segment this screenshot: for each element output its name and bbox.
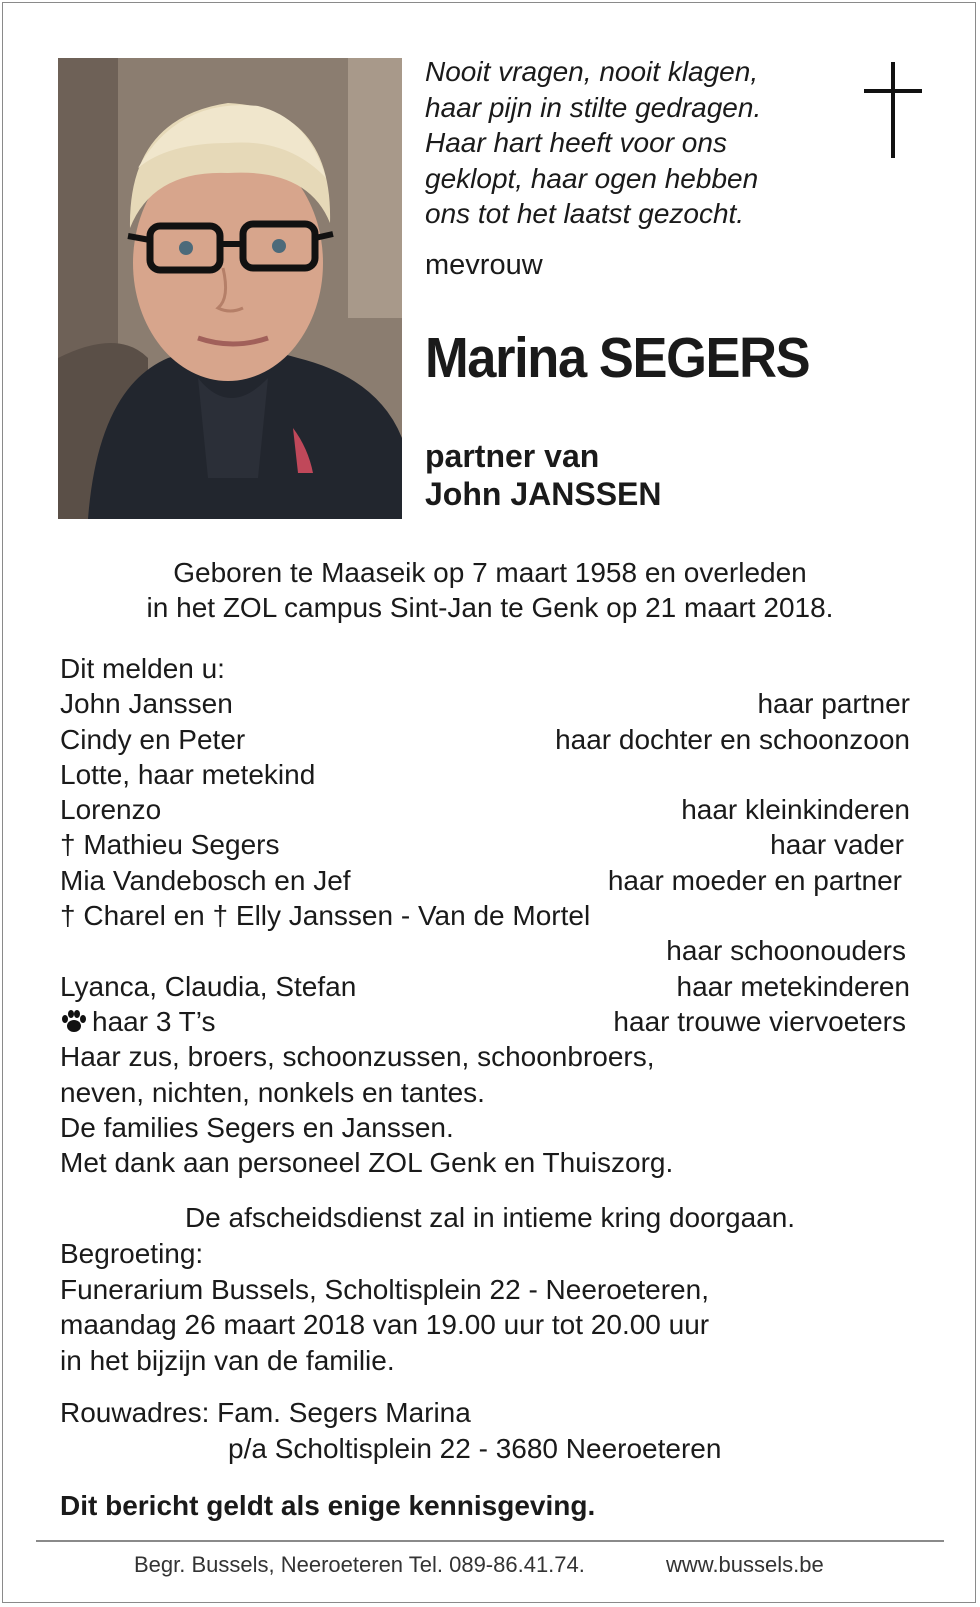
relative-relation: haar kleinkinderen [681, 794, 910, 826]
poem-line: Haar hart heeft voor ons [425, 127, 727, 158]
paw-icon [60, 1009, 88, 1033]
born-line: in het ZOL campus Sint-Jan te Genk op 21 maart 2018. [146, 592, 834, 623]
relative-name: † Charel en † Elly Janssen - Van de Mortel [60, 900, 591, 932]
relative-row [60, 827, 910, 862]
mourning-address-line: Rouwadres: Fam. Segers Marina [60, 1397, 471, 1428]
others-line: Haar zus, broers, schoonzussen, schoonbroers, [60, 1041, 655, 1073]
relative-name: Lotte, haar metekind [60, 758, 316, 790]
relative-name: John Janssen [60, 688, 233, 720]
mourning-address-line: p/a Scholtisplein 22 - 3680 Neeroeteren [228, 1433, 722, 1464]
relative-relation: haar vader [770, 829, 904, 861]
relative-name: haar 3 T’s [92, 1005, 216, 1037]
relative-row [60, 722, 910, 757]
relative-relation: haar metekinderen [676, 970, 910, 1002]
relative-row [60, 792, 910, 827]
poem [425, 54, 761, 232]
portrait-photo [58, 58, 402, 519]
announcers-list [60, 651, 910, 1180]
others-line: neven, nichten, nonkels en tantes. [60, 1076, 485, 1108]
footer-company: Begr. Bussels, Neeroeteren Tel. 089-86.41.74. [134, 1552, 585, 1577]
partner-line: partner van [425, 438, 600, 474]
relative-name: Mia Vandebosch en Jef [60, 864, 351, 896]
partner-name: John JANSSEN [425, 476, 662, 512]
divider [36, 1540, 944, 1542]
salutation: mevrouw [425, 249, 543, 281]
birth-death-info [0, 555, 980, 625]
others-line: Met dank aan personeel ZOL Genk en Thuiszorg. [60, 1147, 674, 1179]
relative-name: Lyanca, Claudia, Stefan [60, 970, 357, 1002]
poem-line: geklopt, haar ogen hebben [425, 162, 759, 194]
relative-name: Cindy en Peter [60, 723, 246, 755]
greeting-line: in het bijzijn van de familie. [60, 1344, 395, 1376]
relative-relation: haar partner [757, 688, 910, 720]
greeting-line: Begroeting: [60, 1238, 204, 1269]
born-line: Geboren te Maaseik op 7 maart 1958 en overleden [173, 557, 807, 588]
mourning-address [60, 1395, 721, 1467]
poem-line: haar pijn in stilte gedragen. [425, 91, 762, 123]
relative-row [60, 757, 910, 792]
partner-info [425, 437, 661, 513]
relative-row [60, 933, 910, 968]
footer-website: www.bussels.be [666, 1552, 824, 1577]
relative-row [60, 1004, 910, 1039]
relative-relation: haar trouwe viervoeters [613, 1005, 906, 1037]
service-info: De afscheidsdienst zal in intieme kring doorgaan. [184, 1202, 796, 1233]
announcers-intro: Dit melden u: [60, 653, 225, 684]
others-line: De families Segers en Janssen. [60, 1111, 454, 1143]
relative-row [60, 686, 910, 721]
relative-name: Lorenzo [60, 794, 162, 826]
relative-row [60, 969, 910, 1004]
relative-relation: haar dochter en schoonzoon [555, 723, 910, 755]
poem-line: ons tot het laatst gezocht. [425, 198, 745, 229]
greeting-line: maandag 26 maart 2018 van 19.00 uur tot 20.00 uur [60, 1309, 710, 1340]
relative-relation: haar schoonouders [666, 935, 906, 967]
relative-row [60, 898, 910, 933]
relative-relation: haar moeder en partner [607, 864, 902, 896]
greeting-line: Funerarium Bussels, Scholtisplein 22 - Neeroeteren, [60, 1273, 709, 1305]
relative-row [60, 863, 910, 898]
cross-icon [864, 62, 922, 158]
deceased-name: Marina SEGERS [425, 326, 810, 390]
poem-line: Nooit vragen, nooit klagen, [425, 56, 759, 87]
greeting-info [60, 1236, 709, 1378]
notice: Dit bericht geldt als enige kennisgeving. [60, 1490, 596, 1521]
relative-name: † Mathieu Segers [60, 829, 280, 861]
